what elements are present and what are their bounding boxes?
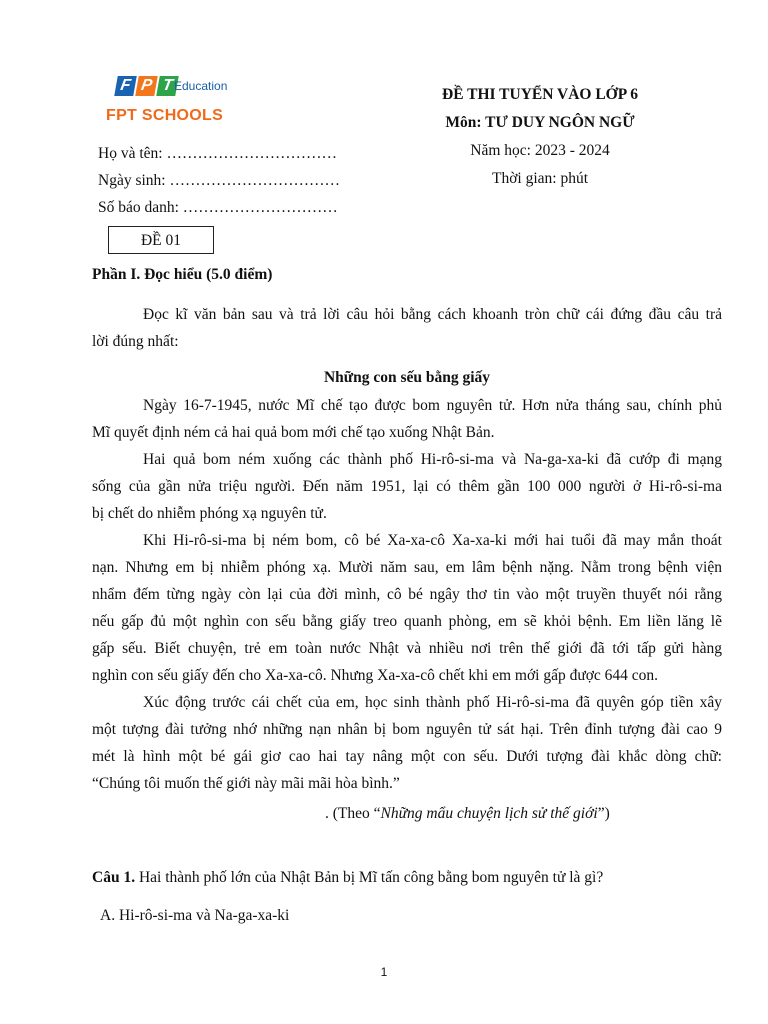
question-1-label: Câu 1.: [92, 869, 136, 886]
logo-schools-text: FPT SCHOOLS: [106, 107, 224, 124]
student-id-field: Số báo danh: …………………………: [98, 199, 338, 216]
page-number: 1: [380, 965, 388, 979]
logo-letter-f: F: [114, 76, 137, 96]
story-line: Mĩ quyết định ném cả hai quả bom mới chế tạo xuống Nhật Bản.: [92, 424, 495, 441]
story-line: “Chúng tôi muốn thế giới này mãi mãi hòa bình.”: [92, 775, 400, 792]
exam-time: Thời gian: phút: [491, 170, 589, 187]
fpt-schools-logo: [106, 76, 276, 126]
story-line: bị chết do nhiễm phóng xạ nguyên tử.: [92, 505, 327, 522]
exam-code-box: ĐỀ 01: [108, 226, 214, 254]
question-1-text: Hai thành phố lớn của Nhật Bản bị Mĩ tấn công bằng bom nguyên tử là gì?: [135, 869, 604, 886]
instruction-line-1: Đọc kĩ văn bản sau và trả lời câu hỏi bằng cách khoanh tròn chữ cái đứng đầu câu trả: [143, 306, 722, 323]
story-line: sống của gần nửa triệu người. Đến năm 1951, lại có thêm gần 100 000 người ở Hi-rô-si-ma: [92, 478, 722, 495]
source-suffix: ”): [597, 805, 610, 822]
story-line: Khi Hi-rô-si-ma bị ném bom, cô bé Xa-xa-cô Xa-xa-ki mới hai tuổi đã may mắn thoát: [143, 532, 722, 549]
story-line: nếu gấp đủ một nghìn con sếu bằng giấy treo quanh phòng, em sẽ khỏi bệnh. Em liền lăng lẽ: [92, 613, 722, 630]
story-line: Xúc động trước cái chết của em, học sinh thành phố Hi-rô-si-ma đã quyên góp tiền xây: [143, 694, 722, 711]
story-title: Những con sếu bằng giấy: [323, 369, 491, 386]
source-prefix: . (Theo “: [325, 805, 381, 822]
instruction-line-2: lời đúng nhất:: [92, 333, 179, 350]
exam-year: Năm học: 2023 - 2024: [470, 142, 610, 159]
source-title: Những mẩu chuyện lịch sử thế giới: [380, 805, 598, 822]
exam-subject: Môn: TƯ DUY NGÔN NGỮ: [445, 114, 635, 131]
logo-education-text: Education: [174, 79, 228, 93]
story-source: [325, 805, 725, 823]
logo-letter-p: P: [135, 76, 158, 96]
story-line: một tượng đài tưởng nhớ những nạn nhân bị bom nguyên tử sát hại. Trên đỉnh tượng đài cao 9: [92, 721, 722, 738]
story-line: nghìn con sếu giấy đến cho Xa-xa-cô. Nhưng Xa-xa-cô chết khi em mới gấp được 644 con.: [92, 667, 659, 684]
fpt-logo-mark: [116, 76, 179, 98]
exam-title: ĐỀ THI TUYỂN VÀO LỚP 6: [442, 86, 638, 103]
story-line: nạn. Nhưng em bị nhiễm phóng xạ. Mười năm sau, em lâm bệnh nặng. Nằm trong bệnh viện: [92, 559, 722, 576]
logo-letter-t: T: [156, 76, 179, 96]
story-line: nhẩm đếm từng ngày còn lại của đời mình, cô bé ngây thơ tin vào một truyền thuyết nói rằng: [92, 586, 722, 603]
story-line: Ngày 16-7-1945, nước Mĩ chế tạo được bom nguyên tử. Hơn nửa tháng sau, chính phủ: [143, 397, 722, 414]
story-line: Hai quả bom ném xuống các thành phố Hi-rô-si-ma và Na-ga-xa-ki đã cướp đi mạng: [143, 451, 722, 468]
story-line: gấp sếu. Biết chuyện, trẻ em toàn nước Nhật và nhiều nơi trên thế giới đã tới tấp gửi hàng: [92, 640, 722, 657]
student-dob-field: Ngày sinh: ……………………………: [98, 172, 340, 189]
story-line: mét là hình một bé gái giơ cao hai tay nâng một con sếu. Dưới tượng đài khắc dòng chữ:: [92, 748, 722, 765]
student-name-field: Họ và tên: ……………………………: [98, 145, 337, 162]
question-1: [92, 869, 722, 887]
section-title: Phần I. Đọc hiểu (5.0 điểm): [92, 266, 273, 283]
question-1-option-a: A. Hi-rô-si-ma và Na-ga-xa-ki: [100, 907, 290, 924]
